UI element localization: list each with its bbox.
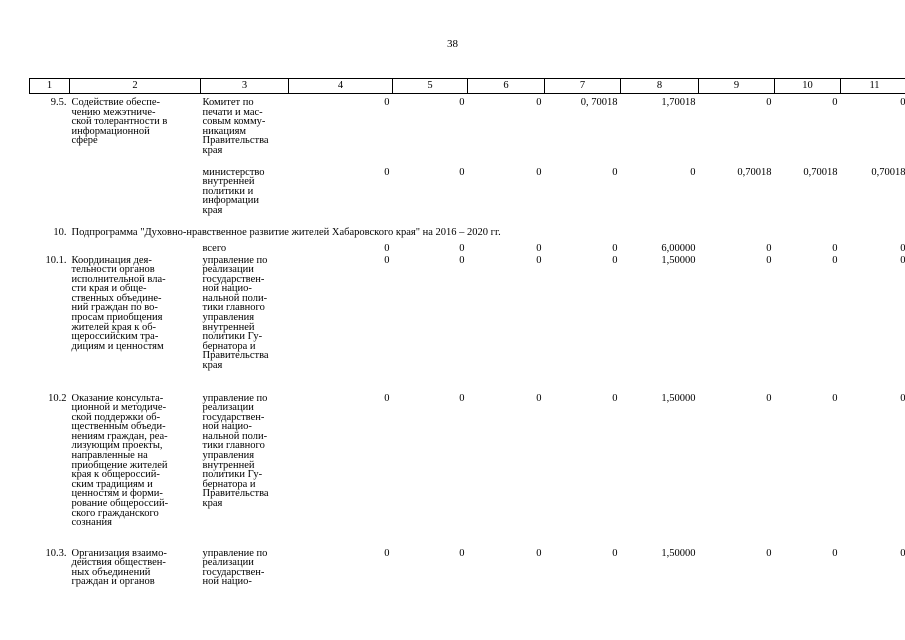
value-cell: 0 xyxy=(536,97,542,108)
measure-name: Содействие обеспе- чению межэтниче- ской толерантности в информационной сфере xyxy=(71,97,168,147)
table-row xyxy=(30,168,905,228)
value-cell: 0 xyxy=(832,242,838,254)
value-cell: 0 xyxy=(766,547,772,559)
value-cell: 0,70018 xyxy=(737,166,772,178)
value-cell: 0 xyxy=(384,547,390,559)
row-code: 10.3. xyxy=(45,547,67,559)
program-table xyxy=(29,78,905,593)
table-row xyxy=(30,244,905,256)
column-number: 3 xyxy=(201,79,289,94)
column-number: 1 xyxy=(30,79,70,94)
subprogram-row xyxy=(30,228,905,244)
table-row xyxy=(30,94,905,168)
value-cell: 0 xyxy=(384,166,390,178)
value-cell: 0 xyxy=(900,547,905,559)
value-cell: 0 xyxy=(612,254,618,266)
value-cell: 1,70018 xyxy=(661,97,696,108)
row-code xyxy=(30,244,70,256)
value-cell: 0 xyxy=(459,254,465,266)
value-cell: 0 xyxy=(384,392,390,404)
executor: всего xyxy=(202,242,227,254)
table-row xyxy=(30,549,905,593)
value-cell: 0 xyxy=(900,97,905,108)
value-cell: 0 xyxy=(459,547,465,559)
column-number: 6 xyxy=(468,79,545,94)
value-cell: 0 xyxy=(832,392,838,404)
value-cell: 0 xyxy=(536,254,542,266)
value-cell: 0 xyxy=(900,254,905,266)
value-cell: 1,50000 xyxy=(661,392,696,404)
value-cell: 0 xyxy=(612,242,618,254)
value-cell: 0 xyxy=(612,547,618,559)
executor: управление по реализации государствен- ной нацио- нальной поли- тики главного управления внутренней политики Гу- бернатора и Правительства края xyxy=(202,254,269,372)
measure-name xyxy=(70,168,201,228)
subprogram-title: Подпрограмма "Духовно-нравственное развитие жителей Хабаровского края" на 2016 – 2020 гг. xyxy=(71,226,501,238)
value-cell: 6,00000 xyxy=(661,242,696,254)
value-cell: 0 xyxy=(536,547,542,559)
value-cell: 0,70018 xyxy=(871,166,905,178)
value-cell: 0 xyxy=(766,392,772,404)
value-cell: 0 xyxy=(459,392,465,404)
value-cell: 0 xyxy=(384,242,390,254)
page-number: 38 xyxy=(447,38,458,50)
value-cell: 0 xyxy=(536,392,542,404)
column-number: 10 xyxy=(775,79,841,94)
value-cell: 1,50000 xyxy=(661,254,696,266)
measure-name: Координация дея- тельности органов исполнительной вла- сти края и обще- ственных объедине- ний граждан по во- просам приобщения жителей края к об- щероссийским тра- дициям и ценностям xyxy=(71,254,166,352)
value-cell: 0 xyxy=(766,97,772,108)
column-number: 11 xyxy=(841,79,905,94)
column-number: 9 xyxy=(699,79,775,94)
column-number-row xyxy=(30,79,905,94)
value-cell: 0 xyxy=(766,242,772,254)
measure-name: Оказание консульта- ционной и методиче- ской поддержки об- щественным объеди- нениям граждан, реа- лизующим проекты, направленные на приобщение жителей края к общероссий- ским традициям и ценностям и форми- рование общероссий- ского гражданского сознания xyxy=(71,392,169,529)
executor: Комитет по печати и мас- совым комму- никациям Правительства края xyxy=(202,97,269,156)
value-cell: 0 xyxy=(459,166,465,178)
measure-name xyxy=(70,244,201,256)
column-number: 7 xyxy=(545,79,621,94)
executor: управление по реализации государствен- ной нацио- xyxy=(202,547,268,588)
row-code xyxy=(30,168,70,228)
column-number: 4 xyxy=(289,79,393,94)
row-code: 10.1. xyxy=(45,254,67,266)
value-cell: 0 xyxy=(459,97,465,108)
column-number: 2 xyxy=(70,79,201,94)
value-cell: 0 xyxy=(536,242,542,254)
measure-name: Организация взаимо- действия обществен- ных объединений граждан и органов xyxy=(71,547,167,588)
table-row xyxy=(30,256,905,394)
column-number: 8 xyxy=(621,79,699,94)
column-number: 5 xyxy=(393,79,468,94)
executor: министерство внутренней политики и информации края xyxy=(202,166,265,216)
value-cell: 0 xyxy=(459,242,465,254)
value-cell: 0 xyxy=(832,254,838,266)
value-cell: 0 xyxy=(690,166,696,178)
row-code: 10.2 xyxy=(48,392,67,404)
value-cell: 0 xyxy=(536,166,542,178)
row-code: 9.5. xyxy=(50,97,67,108)
row-code: 10. xyxy=(53,226,67,238)
value-cell: 0 xyxy=(832,547,838,559)
value-cell: 0 xyxy=(832,97,838,108)
executor: управление по реализации государствен- ной нацио- нальной поли- тики главного управления внутренней политики Гу- бернатора и Правительства края xyxy=(202,392,269,510)
value-cell: 0, 70018 xyxy=(580,97,618,108)
table-row xyxy=(30,394,905,549)
value-cell: 0 xyxy=(384,97,390,108)
value-cell: 1,50000 xyxy=(661,547,696,559)
value-cell: 0 xyxy=(384,254,390,266)
value-cell: 0 xyxy=(612,392,618,404)
value-cell: 0 xyxy=(900,392,905,404)
value-cell: 0 xyxy=(766,254,772,266)
value-cell: 0 xyxy=(900,242,905,254)
value-cell: 0,70018 xyxy=(803,166,838,178)
value-cell: 0 xyxy=(612,166,618,178)
